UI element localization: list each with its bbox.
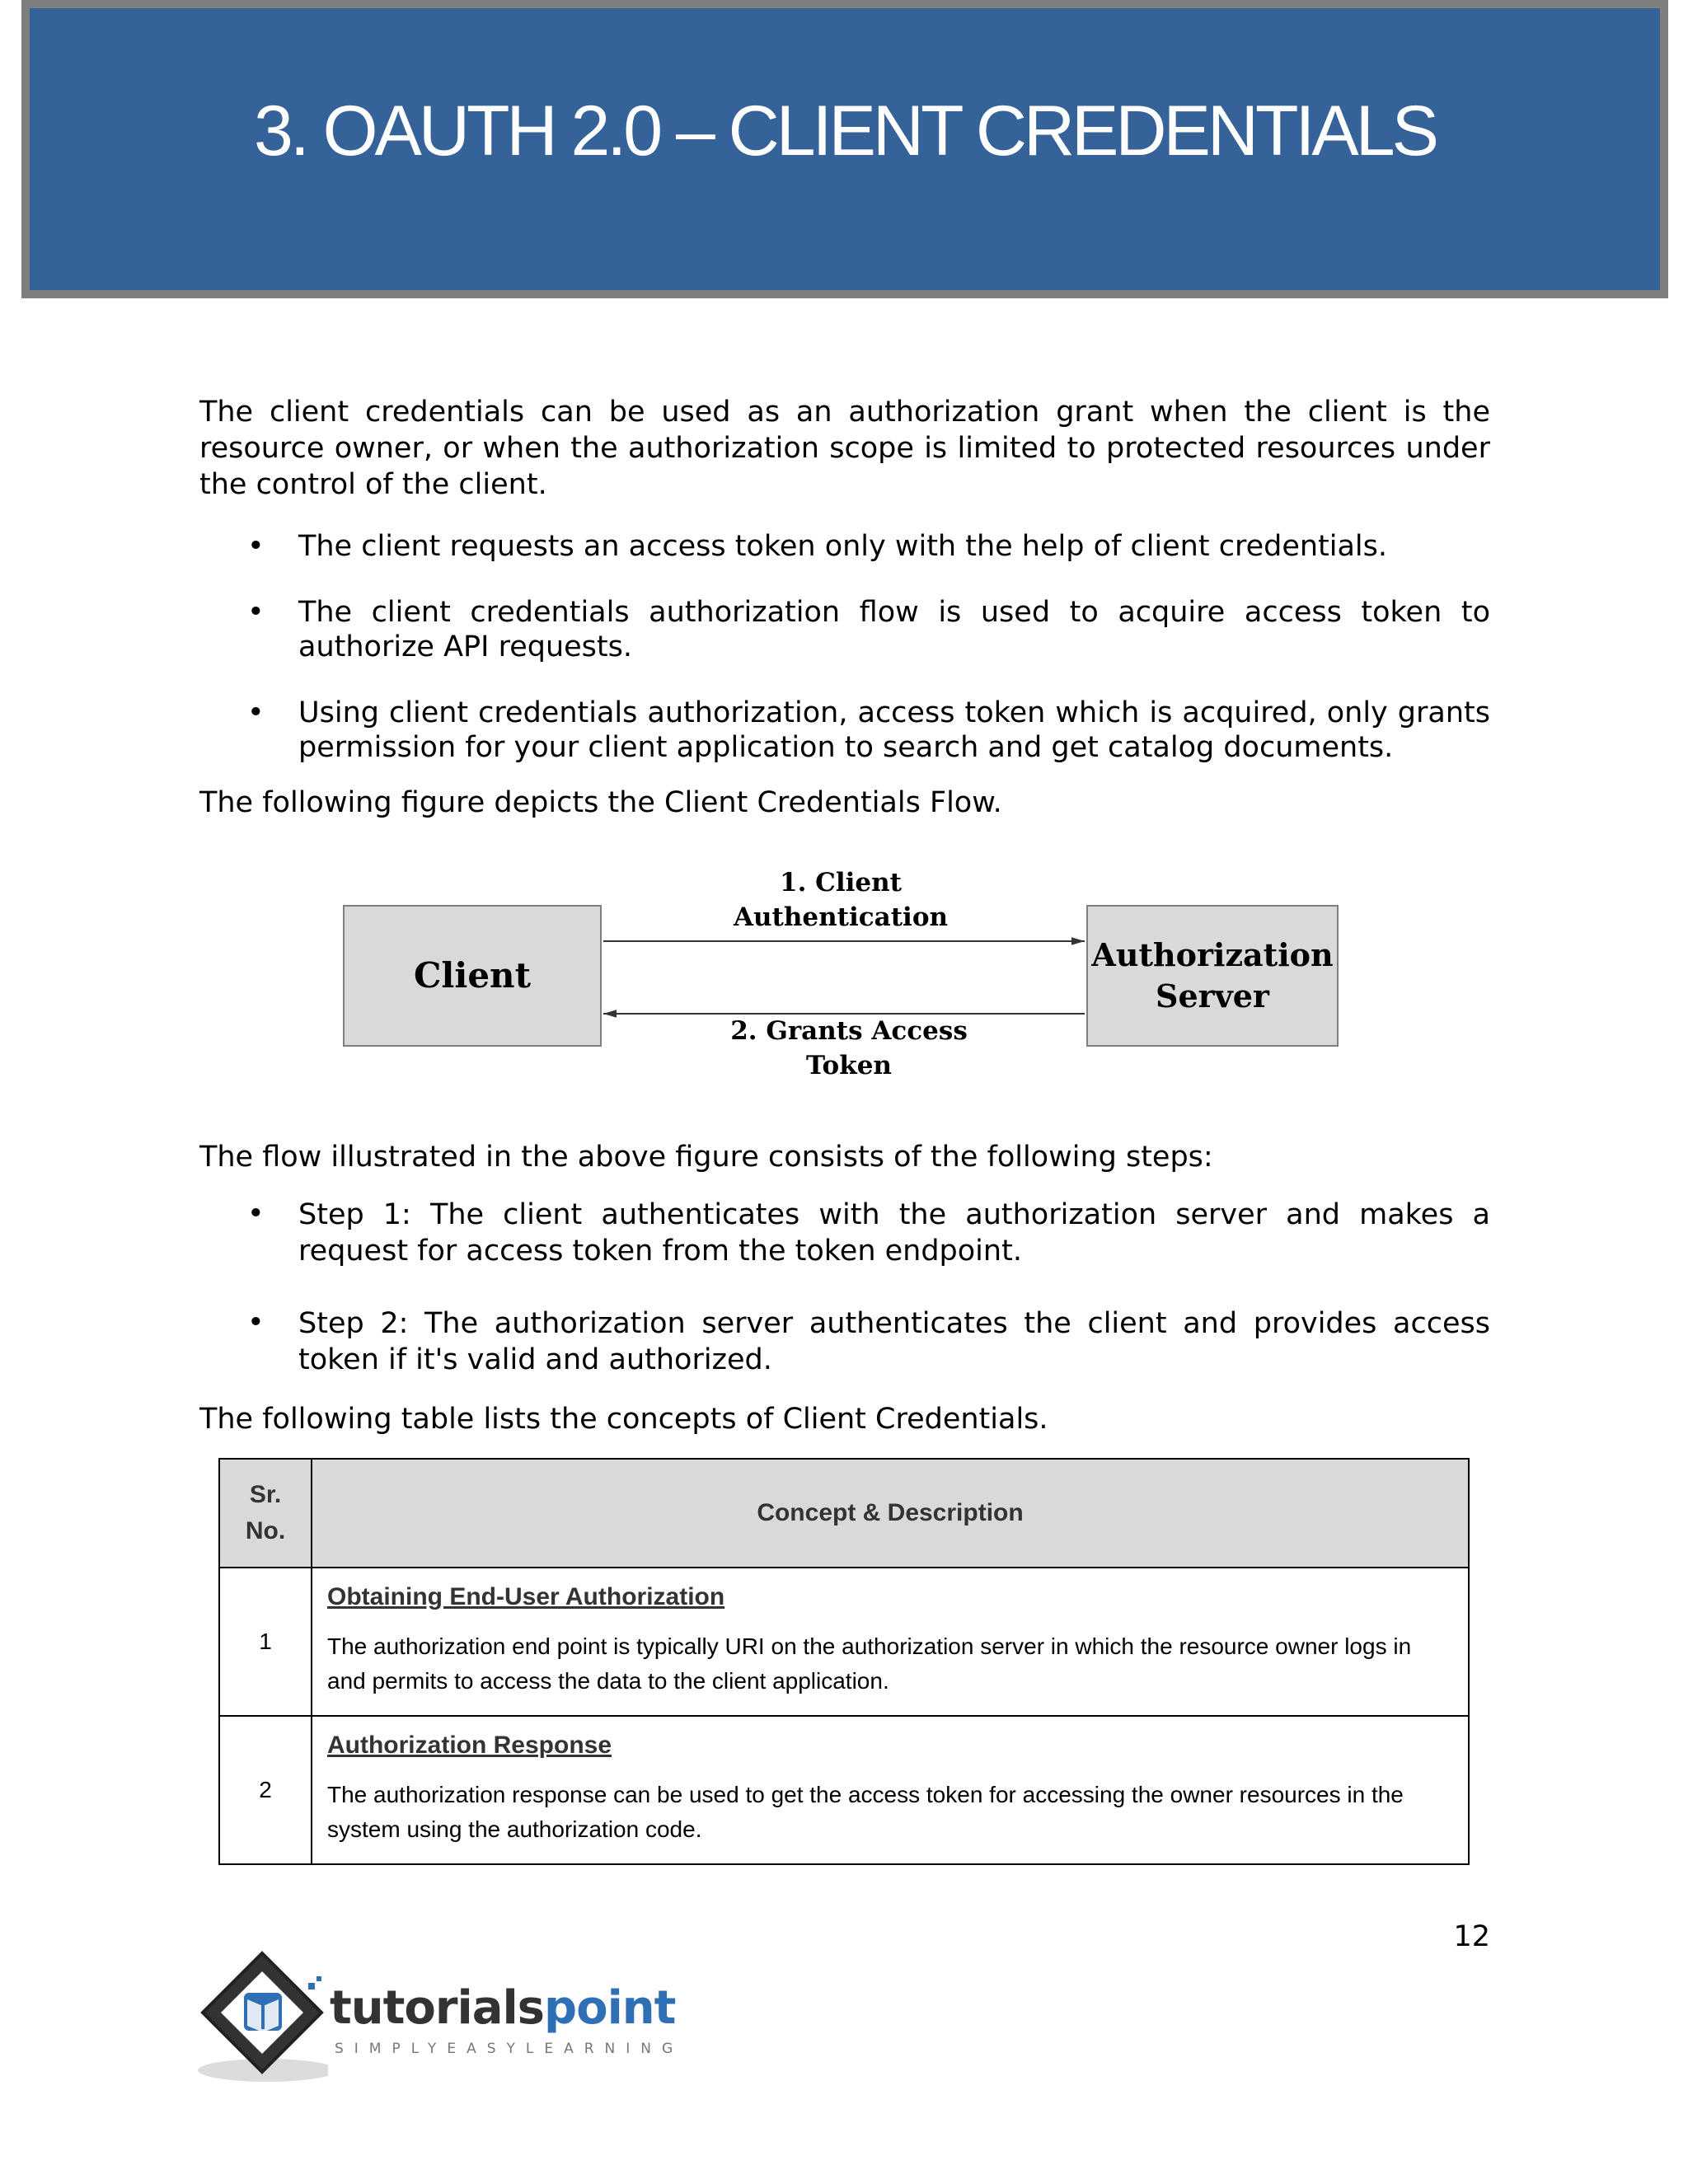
table-row <box>219 1716 1469 1864</box>
list-item-text: Using client credentials authorization, access token which is acquired, only grants permission for your client application to search and get catalog documents. <box>298 696 1490 764</box>
list-item-text: Step 1: The client authenticates with the authorization server and makes a request for access token from the token endpoint. <box>298 1198 1490 1268</box>
tutorialspoint-logo <box>196 1947 684 2087</box>
chapter-header <box>21 0 1668 298</box>
list-item-text: The client credentials authorization flow is used to acquire access token to authorize API requests. <box>298 596 1490 663</box>
list-item <box>199 696 1490 765</box>
concept-title: Authorization Response <box>327 1732 612 1759</box>
bullet-icon: • <box>247 1306 265 1339</box>
list-item-text: Step 2: The authorization server authenticates the client and provides access token if it's valid and authorized. <box>298 1307 1490 1376</box>
description-cell <box>312 1568 1469 1716</box>
table-row <box>219 1568 1469 1716</box>
page-number: 12 <box>1453 1920 1490 1953</box>
description-cell <box>312 1716 1469 1864</box>
list-item <box>199 1305 1490 1378</box>
list-item <box>199 595 1490 664</box>
logo-emblem-icon <box>196 1947 328 2087</box>
bullet-icon: • <box>247 530 265 563</box>
chapter-title: 3. OAUTH 2.0 – CLIENT CREDENTIALS <box>254 91 1436 171</box>
client-authentication-label: 1. Client Authentication <box>733 868 949 932</box>
sr-no-cell: 1 <box>219 1568 312 1716</box>
list-item <box>199 529 1490 564</box>
concept-description-header: Concept & Description <box>312 1459 1469 1568</box>
client-credentials-flow-diagram <box>338 865 1343 1096</box>
sr-no-header: Sr. No. <box>219 1459 312 1568</box>
bullet-icon: • <box>247 1197 265 1230</box>
bullet-icon: • <box>247 596 265 629</box>
sr-no-cell: 2 <box>219 1716 312 1864</box>
logo-tagline: SIMPLYEASYLEARNING <box>335 2041 684 2057</box>
bullet-icon: • <box>247 696 265 729</box>
grants-access-token-label: 2. Grants Access Token <box>730 1016 968 1080</box>
concept-title: Obtaining End-User Authorization <box>327 1583 725 1610</box>
list-item <box>199 1197 1490 1269</box>
concepts-table <box>218 1458 1470 1865</box>
table-intro: The following table lists the concepts of Client Credentials. <box>199 1403 1048 1436</box>
table-header-row <box>219 1459 1469 1568</box>
steps-intro: The flow illustrated in the above figure consists of the following steps: <box>199 1141 1213 1174</box>
logo-wordmark: tutorialspoint <box>330 1981 676 2035</box>
concept-text: The authorization response can be used to get the access token for accessing the owner resources in the system using the authorization code. <box>327 1782 1404 1842</box>
intro-paragraph: The client credentials can be used as an authorization grant when the client is the resource owner, or when the authorization scope is limited to protected resources under the control of the client. <box>199 396 1490 501</box>
server-label-line-2: Server <box>1156 977 1269 1015</box>
client-label: Client <box>414 955 531 996</box>
concept-text: The authorization end point is typically URI on the authorization server in which the resource owner logs in and permits to access the data to the client application. <box>327 1633 1412 1694</box>
list-item-text: The client requests an access token only with the help of client credentials. <box>298 530 1388 563</box>
server-label-line-1: Authorization <box>1091 936 1334 973</box>
figure-intro: The following figure depicts the Client Credentials Flow. <box>199 786 1002 819</box>
